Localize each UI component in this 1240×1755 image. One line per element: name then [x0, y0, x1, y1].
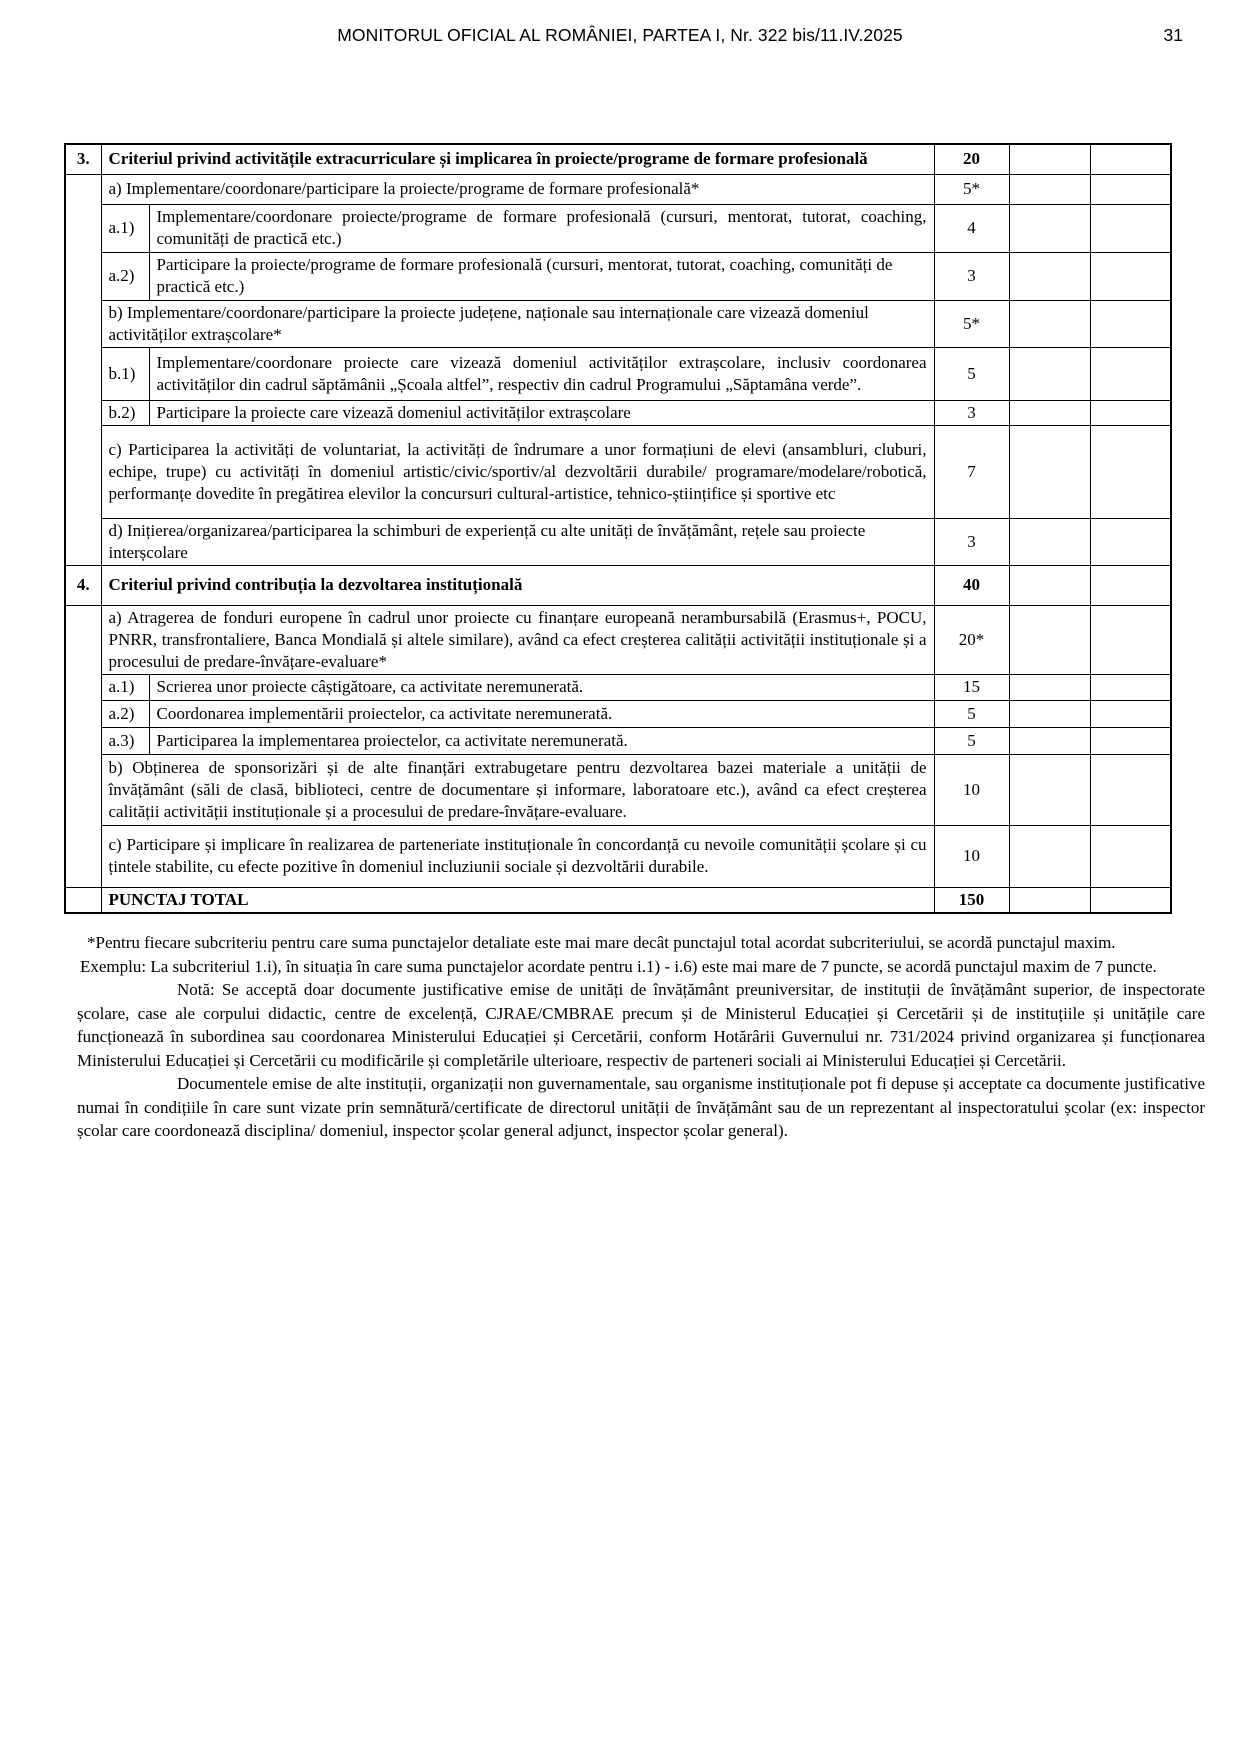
- points-cell: 5*: [934, 174, 1009, 204]
- score-cell: [1009, 144, 1090, 174]
- score-cell: [1090, 400, 1171, 425]
- page-number: 31: [1163, 25, 1183, 45]
- criterion-text-cell: a) Atragerea de fonduri europene în cadrul unor proiecte cu finanțare europeană nerambursabilă (Erasmus+, POCU, PNRR, transfrontaliere, Banca Mondială și altele similare), având ca efect creșterea calității activității instituționale și a procesului de predare-învățare-evaluare*: [101, 605, 934, 674]
- score-cell: [1009, 400, 1090, 425]
- table-row-3d: [65, 518, 1171, 565]
- score-cell: [1009, 204, 1090, 252]
- score-cell: [1009, 252, 1090, 300]
- criterion-text-cell: b) Obținerea de sponsorizări și de alte finanțări extrabugetare pentru dezvoltarea bazei materiale a unității de învățământ (săli de clasă, biblioteci, centre de documentare și informare, laboratoare etc.), având ca efect creșterea calității activității instituționale și a procesului de predare-învățare-evaluare.: [101, 754, 934, 825]
- score-cell: [1090, 204, 1171, 252]
- footnotes: [77, 931, 1205, 1143]
- points-cell: 40: [934, 565, 1009, 605]
- points-cell: 7: [934, 425, 1009, 518]
- score-cell: [1090, 605, 1171, 674]
- criterion-text-cell: b) Implementare/coordonare/participare la proiecte județene, naționale sau internaționale care vizează domeniul activităților extrașcolare*: [101, 300, 934, 347]
- criterion-text-cell: c) Participarea la activități de voluntariat, la activități de îndrumare a unor formațiuni de elevi (ansambluri, cluburi, echipe, trupe) cu activități în domeniul artistic/civic/sportiv/al dezvoltării durabile/ programare/modelare/robotică, performanțe dovedite în pregătirea elevilor la concursuri cultural-artistice, tehnico-științifice și sportive etc: [101, 425, 934, 518]
- criterion-text-cell: Participare la proiecte care vizează domeniul activităților extrașcolare: [149, 400, 934, 425]
- score-cell: [1009, 825, 1090, 887]
- score-cell: [1090, 887, 1171, 913]
- points-cell: 15: [934, 674, 1009, 700]
- table-row-4a3: [65, 727, 1171, 754]
- sub-label-cell: a.2): [101, 700, 149, 727]
- criterion-number-cell: [65, 605, 101, 887]
- scoring-table: [64, 143, 1172, 914]
- score-cell: [1009, 347, 1090, 400]
- score-cell: [1090, 674, 1171, 700]
- points-cell: 10: [934, 825, 1009, 887]
- criterion-text-cell: a) Implementare/coordonare/participare la proiecte/programe de formare profesională*: [101, 174, 934, 204]
- sub-label-cell: a.3): [101, 727, 149, 754]
- score-cell: [1009, 565, 1090, 605]
- score-cell: [1090, 700, 1171, 727]
- points-cell: 5: [934, 347, 1009, 400]
- criterion-text-cell: Implementare/coordonare proiecte/programe de formare profesională (cursuri, mentorat, tutorat, coaching, comunități de practică etc.): [149, 204, 934, 252]
- table-row-total: [65, 887, 1171, 913]
- table-row-4a1: [65, 674, 1171, 700]
- table-row-criterion-3: [65, 144, 1171, 174]
- score-cell: [1009, 700, 1090, 727]
- score-cell: [1009, 425, 1090, 518]
- points-cell: 5*: [934, 300, 1009, 347]
- criterion-text-cell: Implementare/coordonare proiecte care vizează domeniul activităților extrașcolare, inclusiv coordonarea activităților din cadrul săptămânii „Școala altfel”, respectiv din cadrul Programului „Săptamâna verde”.: [149, 347, 934, 400]
- criterion-number-cell: 3.: [65, 144, 101, 174]
- score-cell: [1090, 252, 1171, 300]
- footnote-nota: Notă: Se acceptă doar documente justificative emise de unități de învățământ preuniversitar, de instituții de învățământ superior, de inspectorate școlare, case ale corpului didactic, centre de excelență, CJRAE/CMBRAE precum și de Ministerul Educației și Cercetării și de instituțiile și unitățile care funcționează în subordinea sau coordonarea Ministerului Educației și Cercetării, conform Hotărârii Guvernului nr. 731/2024 privind organizarea și funcționarea Ministerului Educației și Cercetării cu modificările și completările ulterioare, respectiv de parteneri sociali ai Ministerului Educației și Cercetării.: [77, 980, 1205, 1070]
- table-row-3b: [65, 300, 1171, 347]
- gazette-title: MONITORUL OFICIAL AL ROMÂNIEI, PARTEA I, Nr. 322 bis/11.IV.2025: [337, 25, 903, 45]
- criterion-number-cell: [65, 174, 101, 565]
- score-cell: [1090, 144, 1171, 174]
- footnote-asterisk: *Pentru fiecare subcriteriu pentru care suma punctajelor detaliate este mai mare decât punctajul total acordat subcriteriului, se acordă punctajul maxim.: [87, 933, 1116, 952]
- points-cell: 4: [934, 204, 1009, 252]
- score-cell: [1090, 347, 1171, 400]
- criterion-title-cell: Criteriul privind activitățile extracurriculare și implicarea în proiecte/programe de formare profesională: [101, 144, 934, 174]
- footnote-documents: Documentele emise de alte instituții, organizații non guvernamentale, sau organisme instituționale pot fi depuse și acceptate ca documente justificative numai în condițiile în care sunt vizate prin semnătură/certificate de directorul unității de învățământ sau de un reprezentant al inspectoratului școlar (ex: inspector școlar care coordonează disciplina/ domeniul, inspector școlar general adjunct, inspector școlar general).: [77, 1074, 1205, 1140]
- score-cell: [1090, 727, 1171, 754]
- score-cell: [1009, 174, 1090, 204]
- criterion-text-cell: d) Inițierea/organizarea/participarea la schimburi de experiență cu alte unități de învățământ, rețele sau proiecte interșcolare: [101, 518, 934, 565]
- score-cell: [1090, 518, 1171, 565]
- running-head: [0, 24, 1240, 48]
- criterion-text-cell: Scrierea unor proiecte câștigătoare, ca activitate neremunerată.: [149, 674, 934, 700]
- points-cell: 10: [934, 754, 1009, 825]
- score-cell: [1090, 425, 1171, 518]
- criterion-number-cell: 4.: [65, 565, 101, 605]
- score-cell: [1090, 754, 1171, 825]
- points-cell: 3: [934, 400, 1009, 425]
- score-cell: [1090, 565, 1171, 605]
- score-cell: [1090, 174, 1171, 204]
- sub-label-cell: b.1): [101, 347, 149, 400]
- criterion-number-cell: [65, 887, 101, 913]
- score-cell: [1090, 300, 1171, 347]
- points-cell: 3: [934, 252, 1009, 300]
- table-row-3a1: [65, 204, 1171, 252]
- score-cell: [1009, 300, 1090, 347]
- criterion-text-cell: c) Participare și implicare în realizarea de parteneriate instituționale în concordanță cu nevoile comunității școlare și cu țintele stabilite, cu efecte pozitive în domeniul incluziunii sociale și dezvoltării durabile.: [101, 825, 934, 887]
- table-row-4b: [65, 754, 1171, 825]
- table-row-3a2: [65, 252, 1171, 300]
- table-row-3a: [65, 174, 1171, 204]
- score-cell: [1090, 825, 1171, 887]
- table-row-3b2: [65, 400, 1171, 425]
- table-row-3b1: [65, 347, 1171, 400]
- score-cell: [1009, 887, 1090, 913]
- table-row-criterion-4: [65, 565, 1171, 605]
- points-cell: 3: [934, 518, 1009, 565]
- points-cell: 20: [934, 144, 1009, 174]
- points-cell: 5: [934, 727, 1009, 754]
- total-points-cell: 150: [934, 887, 1009, 913]
- criterion-text-cell: Coordonarea implementării proiectelor, ca activitate neremunerată.: [149, 700, 934, 727]
- score-cell: [1009, 674, 1090, 700]
- score-cell: [1009, 518, 1090, 565]
- sub-label-cell: a.1): [101, 674, 149, 700]
- table-row-3c: [65, 425, 1171, 518]
- sub-label-cell: a.2): [101, 252, 149, 300]
- sub-label-cell: a.1): [101, 204, 149, 252]
- footnote-example: Exemplu: La subcriteriul 1.i), în situația în care suma punctajelor acordate pentru i.1) - i.6) este mai mare de 7 puncte, se acordă punctajul maxim de 7 puncte.: [80, 956, 1157, 976]
- points-cell: 20*: [934, 605, 1009, 674]
- total-label-cell: PUNCTAJ TOTAL: [101, 887, 934, 913]
- table-row-4c: [65, 825, 1171, 887]
- points-cell: 5: [934, 700, 1009, 727]
- table-row-4a: [65, 605, 1171, 674]
- criterion-text-cell: Participare la proiecte/programe de formare profesională (cursuri, mentorat, tutorat, coaching, comunități de practică etc.): [149, 252, 934, 300]
- score-cell: [1009, 605, 1090, 674]
- score-cell: [1009, 754, 1090, 825]
- sub-label-cell: b.2): [101, 400, 149, 425]
- criterion-text-cell: Participarea la implementarea proiectelor, ca activitate neremunerată.: [149, 727, 934, 754]
- score-cell: [1009, 727, 1090, 754]
- table-row-4a2: [65, 700, 1171, 727]
- criterion-title-cell: Criteriul privind contribuția la dezvoltarea instituțională: [101, 565, 934, 605]
